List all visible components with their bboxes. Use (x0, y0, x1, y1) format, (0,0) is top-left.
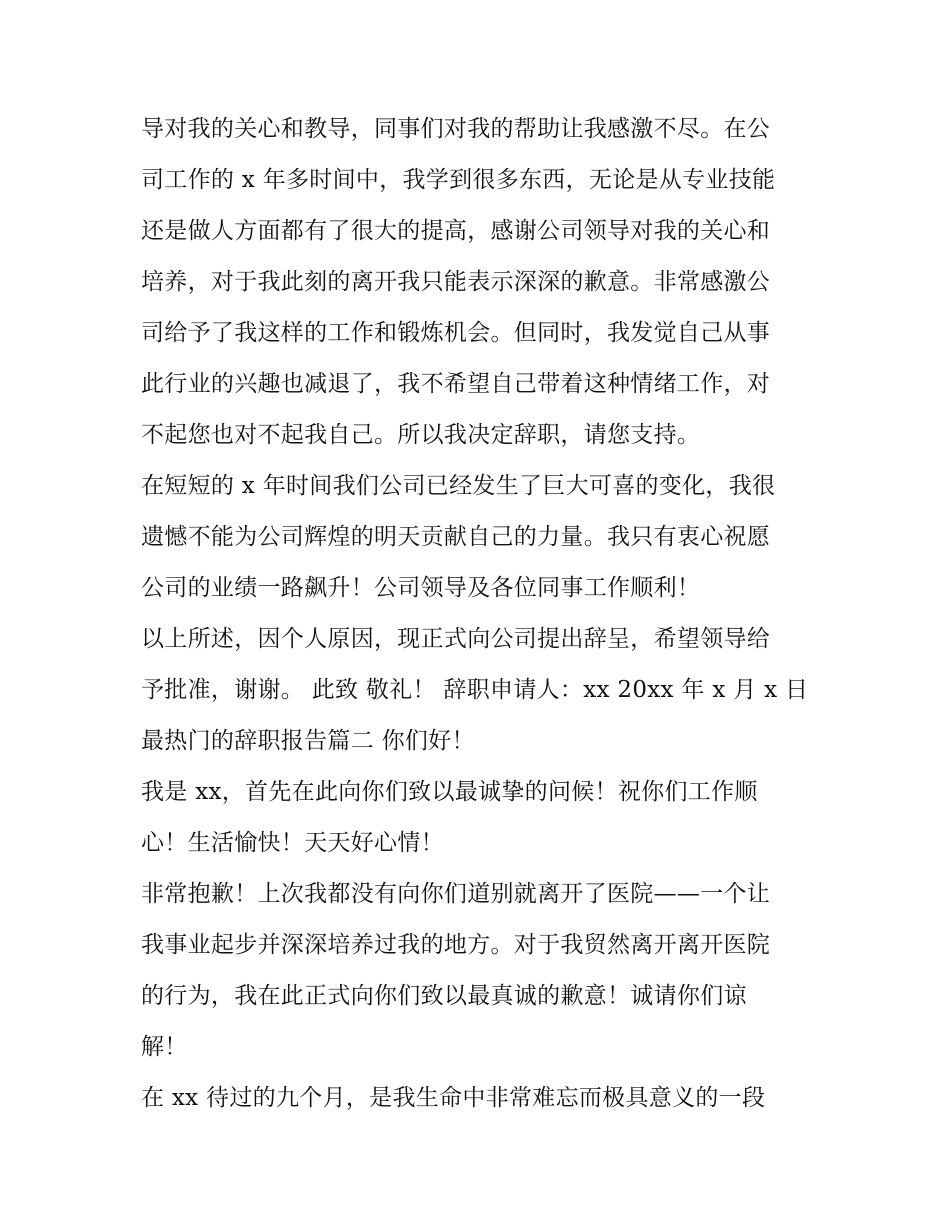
document-body (141, 104, 821, 1124)
text-line: 司工作的 x 年多时间中，我学到很多东西，无论是从专业技能 (141, 167, 776, 193)
text-line: 培养，对于我此刻的离开我只能表示深深的歉意。非常感激公 (141, 269, 771, 295)
text-line: 我事业起步并深深培养过我的地方。对于我贸然离开离开医院 (141, 932, 771, 958)
text-line: 在 xx 待过的九个月，是我生命中非常难忘而极具意义的一段 (141, 1085, 766, 1111)
text-line: 在短短的 x 年时间我们公司已经发生了巨大可喜的变化，我很 (141, 473, 776, 499)
text-line: 心！生活愉快！天天好心情！ (141, 830, 444, 856)
text-line: 此行业的兴趣也减退了，我不希望自己带着这种情绪工作，对 (141, 371, 771, 397)
text-line: 以上所述，因个人原因，现正式向公司提出辞呈，希望领导给 (141, 626, 771, 652)
text-line: 不起您也对不起我自己。所以我决定辞职，请您支持。 (141, 422, 701, 448)
text-line: 遗憾不能为公司辉煌的明天贡献自己的力量。我只有衷心祝愿 (141, 524, 771, 550)
text-line: 的行为，我在此正式向你们致以最真诚的歉意！诚请你们谅 (141, 983, 747, 1009)
section-heading-line: 最热门的辞职报告篇二 你们好！ (141, 728, 475, 754)
text-line: 还是做人方面都有了很大的提高，感谢公司领导对我的关心和 (141, 218, 771, 244)
text-line: 我是 xx，首先在此向你们致以最诚挚的问候！祝你们工作顺 (141, 779, 758, 805)
text-line: 司给予了我这样的工作和锻炼机会。但同时，我发觉自己从事 (141, 320, 771, 346)
text-line: 非常抱歉！上次我都没有向你们道别就离开了医院——一个让 (141, 881, 771, 907)
text-line: 公司的业绩一路飙升！公司领导及各位同事工作顺利！ (141, 575, 701, 601)
text-line: 导对我的关心和教导，同事们对我的帮助让我感激不尽。在公 (141, 116, 771, 142)
text-line: 解！ (141, 1034, 188, 1060)
text-line: 予批准，谢谢。 此致 敬礼！ 辞职申请人：xx 20xx 年 x 月 x 日 (141, 677, 809, 703)
